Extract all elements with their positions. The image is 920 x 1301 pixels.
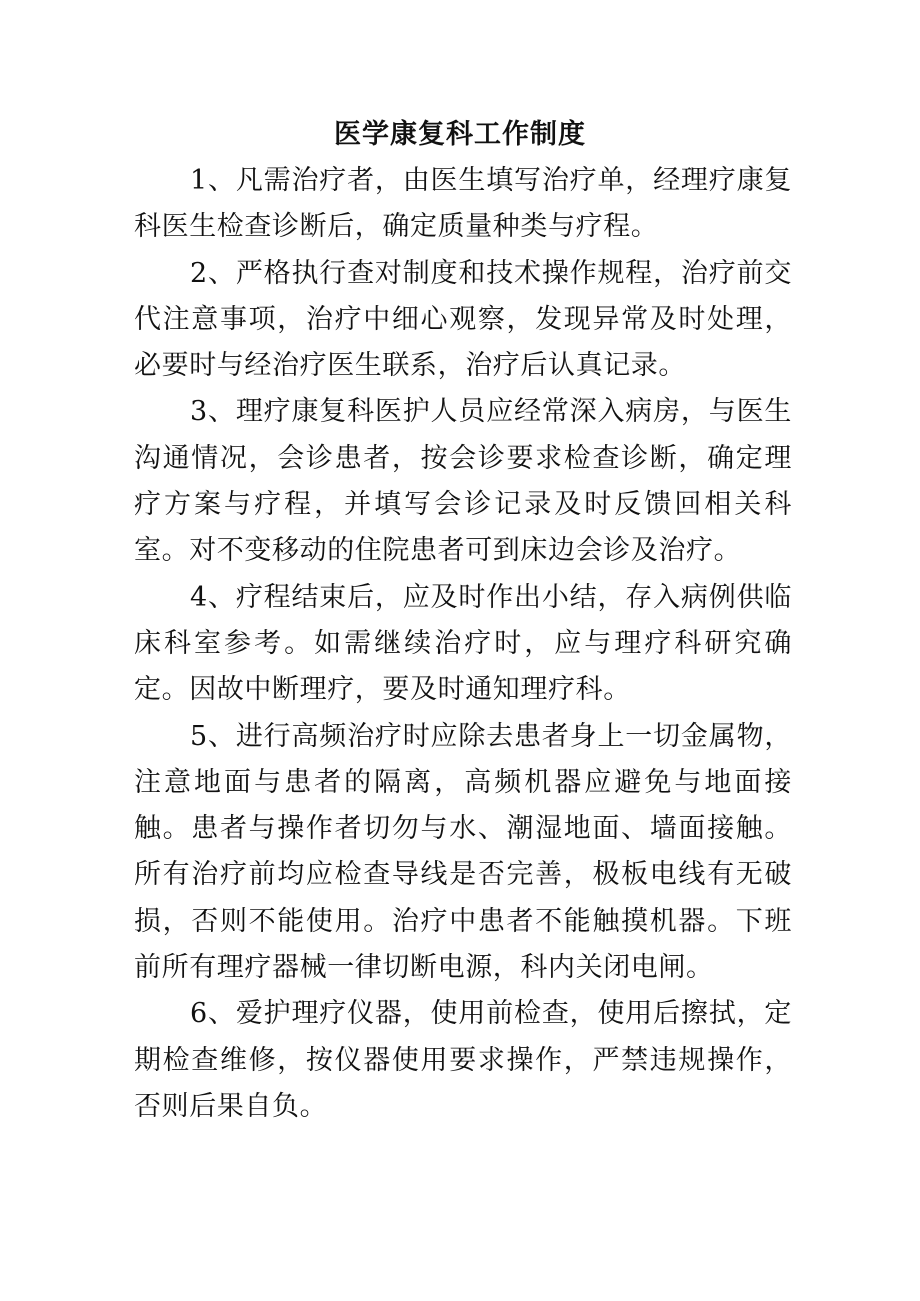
rule-paragraph-3: 3、理疗康复科医护人员应经常深入病房，与医生沟通情况，会诊患者，按会诊要求检查诊断，确定理疗方案与疗程，并填写会诊记录及时反馈回相关科室。对不变移动的住院患者可到床边会诊及治疗。 bbox=[134, 396, 792, 567]
rule-paragraph-6: 6、爱护理疗仪器，使用前检查，使用后擦拭，定期检查维修，按仪器使用要求操作，严禁违规操作，否则后果自负。 bbox=[134, 998, 792, 1122]
rule-paragraph-2: 2、严格执行查对制度和技术操作规程，治疗前交代注意事项，治疗中细心观察，发现异常及时处理，必要时与经治疗医生联系，治疗后认真记录。 bbox=[134, 257, 792, 382]
rule-paragraph-4: 4、疗程结束后，应及时作出小结，存入病例供临床科室参考。如需继续治疗时，应与理疗科研究确定。因故中断理疗，要及时通知理疗科。 bbox=[134, 581, 792, 706]
document-title: 医学康复科工作制度 bbox=[334, 119, 586, 150]
document-body bbox=[134, 158, 792, 1130]
rule-paragraph-1: 1、凡需治疗者，由医生填写治疗单，经理疗康复科医生检查诊断后，确定质量种类与疗程。 bbox=[134, 165, 792, 243]
rule-paragraph-5: 5、进行高频治疗时应除去患者身上一切金属物，注意地面与患者的隔离，高频机器应避免与地面接触。患者与操作者切勿与水、潮湿地面、墙面接触。所有治疗前均应检查导线是否完善，极板电线有无破损，否则不能使用。治疗中患者不能触摸机器。下班前所有理疗器械一律切断电源，科内关闭电闸。 bbox=[134, 720, 792, 984]
